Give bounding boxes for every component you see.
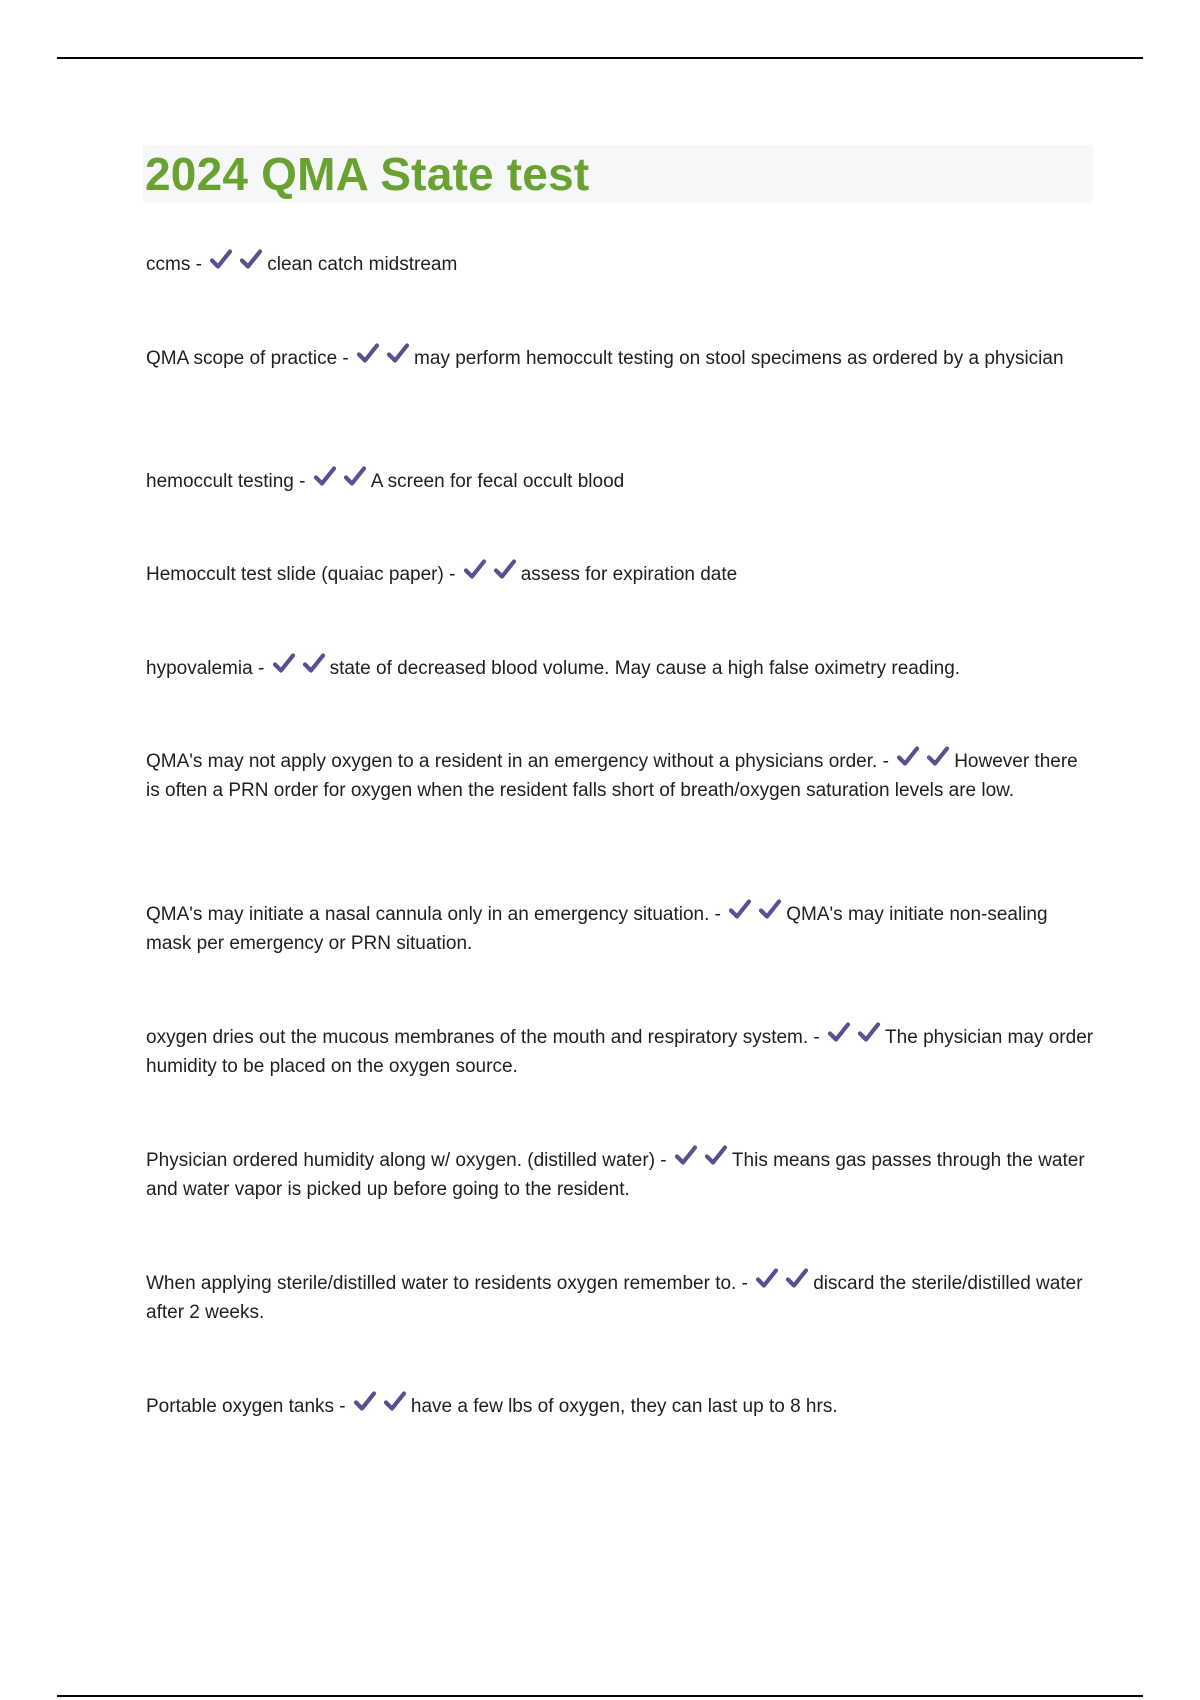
card-definition: state of decreased blood volume. May cause a high false oximetry reading. bbox=[329, 658, 961, 679]
flashcard bbox=[146, 745, 1096, 805]
card-separator: - bbox=[709, 904, 727, 925]
check-icon bbox=[356, 342, 380, 364]
card-separator: - bbox=[443, 564, 461, 585]
check-icon bbox=[353, 1390, 377, 1412]
card-term: When applying sterile/distilled water to residents oxygen remember to. bbox=[146, 1273, 737, 1294]
card-definition: This means gas passes through the water and water vapor is picked up before going to the resident. bbox=[146, 1150, 1085, 1200]
check-icon bbox=[785, 1267, 809, 1289]
check-icon bbox=[463, 558, 487, 580]
card-separator: - bbox=[736, 1273, 754, 1294]
check-icon bbox=[302, 652, 326, 674]
check-marks bbox=[896, 745, 950, 767]
check-icon bbox=[343, 465, 367, 487]
card-definition: QMA's may initiate non-sealing mask per emergency or PRN situation. bbox=[146, 904, 1048, 954]
flashcard bbox=[146, 465, 1096, 497]
flashcard bbox=[146, 1021, 1096, 1081]
flashcard bbox=[146, 652, 1096, 684]
card-term: Portable oxygen tanks bbox=[146, 1396, 335, 1417]
card-definition: The physician may order humidity to be placed on the oxygen source. bbox=[146, 1027, 1094, 1077]
title-band bbox=[143, 145, 1093, 203]
flashcard bbox=[146, 248, 1096, 280]
check-icon bbox=[857, 1021, 881, 1043]
check-marks bbox=[313, 465, 367, 487]
card-definition: have a few lbs of oxygen, they can last up to 8 hrs. bbox=[410, 1396, 838, 1417]
check-marks bbox=[463, 558, 517, 580]
card-term: QMA's may initiate a nasal cannula only in an emergency situation. bbox=[146, 904, 710, 925]
flashcard bbox=[146, 898, 1096, 958]
flashcard bbox=[146, 1144, 1096, 1204]
card-definition: may perform hemoccult testing on stool specimens as ordered by a physician bbox=[414, 348, 1064, 369]
check-marks bbox=[272, 652, 326, 674]
check-icon bbox=[493, 558, 517, 580]
card-definition: However there is often a PRN order for oxygen when the resident falls short of breath/oxygen saturation levels are low. bbox=[146, 751, 1078, 801]
card-definition: A screen for fecal occult blood bbox=[370, 471, 625, 492]
card-term: QMA's may not apply oxygen to a resident in an emergency without a physicians order. bbox=[146, 751, 878, 772]
check-icon bbox=[209, 248, 233, 270]
card-definition: clean catch midstream bbox=[267, 254, 458, 275]
flashcard bbox=[146, 1267, 1096, 1327]
card-definition: assess for expiration date bbox=[520, 564, 738, 585]
bottom-rule bbox=[57, 1695, 1143, 1697]
card-separator: - bbox=[337, 348, 355, 369]
check-icon bbox=[313, 465, 337, 487]
card-separator: - bbox=[877, 751, 895, 772]
page-title: 2024 QMA State test bbox=[145, 148, 590, 200]
check-icon bbox=[755, 1267, 779, 1289]
check-icon bbox=[674, 1144, 698, 1166]
top-rule bbox=[57, 57, 1143, 59]
check-icon bbox=[896, 745, 920, 767]
check-icon bbox=[383, 1390, 407, 1412]
card-term: ccms bbox=[146, 254, 191, 275]
card-term: Hemoccult test slide (quaiac paper) bbox=[146, 564, 444, 585]
flashcard bbox=[146, 342, 1096, 374]
check-marks bbox=[353, 1390, 407, 1412]
card-term: QMA scope of practice bbox=[146, 348, 338, 369]
check-icon bbox=[386, 342, 410, 364]
check-marks bbox=[674, 1144, 728, 1166]
card-term: hemoccult testing bbox=[146, 471, 294, 492]
check-marks bbox=[209, 248, 263, 270]
flashcard bbox=[146, 558, 1096, 590]
card-term: hypovalemia bbox=[146, 658, 253, 679]
check-icon bbox=[827, 1021, 851, 1043]
card-separator: - bbox=[808, 1027, 826, 1048]
check-icon bbox=[758, 898, 782, 920]
check-icon bbox=[926, 745, 950, 767]
check-icon bbox=[272, 652, 296, 674]
check-marks bbox=[356, 342, 410, 364]
card-term: Physician ordered humidity along w/ oxygen. (distilled water) bbox=[146, 1150, 656, 1171]
card-separator: - bbox=[293, 471, 311, 492]
check-icon bbox=[728, 898, 752, 920]
check-marks bbox=[728, 898, 782, 920]
card-separator: - bbox=[655, 1150, 672, 1171]
check-icon bbox=[239, 248, 263, 270]
check-marks bbox=[755, 1267, 809, 1289]
card-definition: discard the sterile/distilled water after 2 weeks. bbox=[146, 1273, 1083, 1323]
card-separator: - bbox=[252, 658, 270, 679]
card-separator: - bbox=[190, 254, 208, 275]
flashcard bbox=[146, 1390, 1096, 1422]
check-icon bbox=[704, 1144, 728, 1166]
check-marks bbox=[827, 1021, 881, 1043]
card-term: oxygen dries out the mucous membranes of the mouth and respiratory system. bbox=[146, 1027, 809, 1048]
card-separator: - bbox=[334, 1396, 351, 1417]
